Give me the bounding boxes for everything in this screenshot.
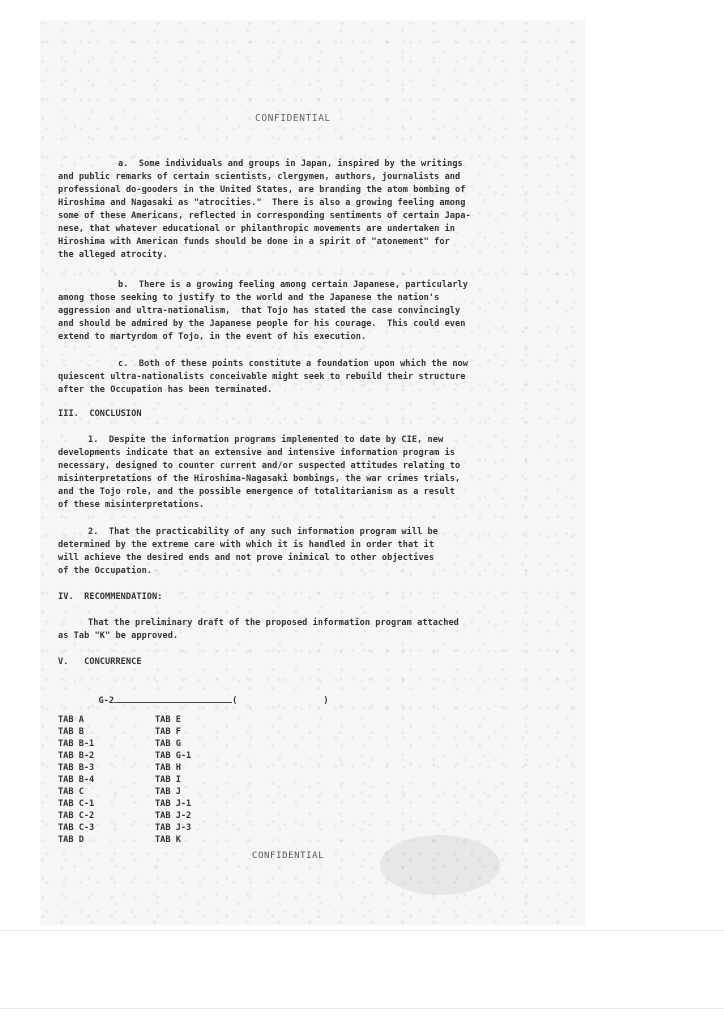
tab-entry: TAB E (155, 715, 181, 725)
text-line: after the Occupation has been terminated. (58, 385, 273, 395)
page-divider (0, 930, 724, 931)
text-line: aggression and ultra-nationalism, that Tojo has stated the case convincingly (58, 306, 461, 316)
tab-entry: TAB B (58, 727, 84, 737)
text-line: That the preliminary draft of the proposed information program attached (88, 618, 459, 628)
tab-entry: TAB J-1 (155, 799, 192, 809)
text-line: determined by the extreme care with which it is handled in order that it (58, 540, 435, 550)
text-line: extend to martyrdom of Tojo, in the event of his execution. (58, 332, 367, 342)
tab-entry: TAB A (58, 715, 84, 725)
confidential-footer: CONFIDENTIAL (252, 851, 325, 861)
tab-entry: TAB H (155, 763, 181, 773)
concurrence-line (88, 682, 329, 707)
text-line: c. Both of these points constitute a foundation upon which the now (118, 359, 468, 369)
signature-blank (114, 694, 232, 703)
scan-smudge (380, 835, 500, 895)
tab-entry: TAB B-3 (58, 763, 95, 773)
paren-open: ( (232, 696, 238, 706)
text-line: quiescent ultra-nationalists conceivable might seek to rebuild their structure (58, 372, 466, 382)
conclusion-heading: III. CONCLUSION (58, 409, 142, 419)
text-line: and public remarks of certain scientists, clergymen, authors, journalists and (58, 172, 461, 182)
confidential-header: CONFIDENTIAL (255, 113, 331, 124)
text-line: Hiroshima with American funds should be done in a spirit of "atonement" for (58, 237, 450, 247)
text-line: Hiroshima and Nagasaki as "atrocities." There is also a growing feeling among (58, 198, 466, 208)
text-line: and the Tojo role, and the possible emergence of totalitarianism as a result (58, 487, 456, 497)
text-line: nese, that whatever educational or philanthropic movements are undertaken in (58, 224, 456, 234)
concurrence-label: G-2 (98, 696, 115, 706)
tab-entry: TAB J-3 (155, 823, 192, 833)
tab-entry: TAB G (155, 739, 181, 749)
text-line: 1. Despite the information programs implemented to date by CIE, new (88, 435, 444, 445)
tab-entry: TAB I (155, 775, 181, 785)
text-line: 2. That the practicability of any such information program will be (88, 527, 438, 537)
tab-entry: TAB B-2 (58, 751, 95, 761)
text-line: will achieve the desired ends and not prove inimical to other objectives (58, 553, 435, 563)
text-line: of these misinterpretations. (58, 500, 205, 510)
tab-entry: TAB D (58, 835, 84, 845)
tab-entry: TAB C-3 (58, 823, 95, 833)
text-line: developments indicate that an extensive and intensive information program is (58, 448, 456, 458)
tab-entry: TAB C-1 (58, 799, 95, 809)
text-line: b. There is a growing feeling among certain Japanese, particularly (118, 280, 468, 290)
page-divider-lower (0, 1008, 724, 1009)
tab-entry: TAB K (155, 835, 181, 845)
tab-entry: TAB C-2 (58, 811, 95, 821)
text-line: some of these Americans, reflected in corresponding sentiments of certain Japa- (58, 211, 471, 221)
recommendation-heading: IV. RECOMMENDATION: (58, 592, 163, 602)
tab-entry: TAB G-1 (155, 751, 192, 761)
text-line: the alleged atrocity. (58, 250, 168, 260)
text-line: a. Some individuals and groups in Japan, inspired by the writings (118, 159, 463, 169)
text-line: necessary, designed to counter current and/or suspected attitudes relating to (58, 461, 461, 471)
text-line: as Tab "K" be approved. (58, 631, 179, 641)
tab-entry: TAB J-2 (155, 811, 192, 821)
text-line: and should be admired by the Japanese people for his courage. This could even (58, 319, 466, 329)
paren-close: ) (323, 696, 329, 706)
concurrence-heading: V. CONCURRENCE (58, 657, 142, 667)
tab-entry: TAB F (155, 727, 181, 737)
tab-entry: TAB J (155, 787, 181, 797)
text-line: misinterpretations of the Hiroshima-Nagasaki bombings, the war crimes trials, (58, 474, 461, 484)
tab-entry: TAB C (58, 787, 84, 797)
tab-entry: TAB B-4 (58, 775, 95, 785)
text-line: professional do-gooders in the United States, are branding the atom bombing of (58, 185, 466, 195)
text-line: of the Occupation. (58, 566, 153, 576)
tab-entry: TAB B-1 (58, 739, 95, 749)
text-line: among those seeking to justify to the world and the Japanese the nation's (58, 293, 440, 303)
